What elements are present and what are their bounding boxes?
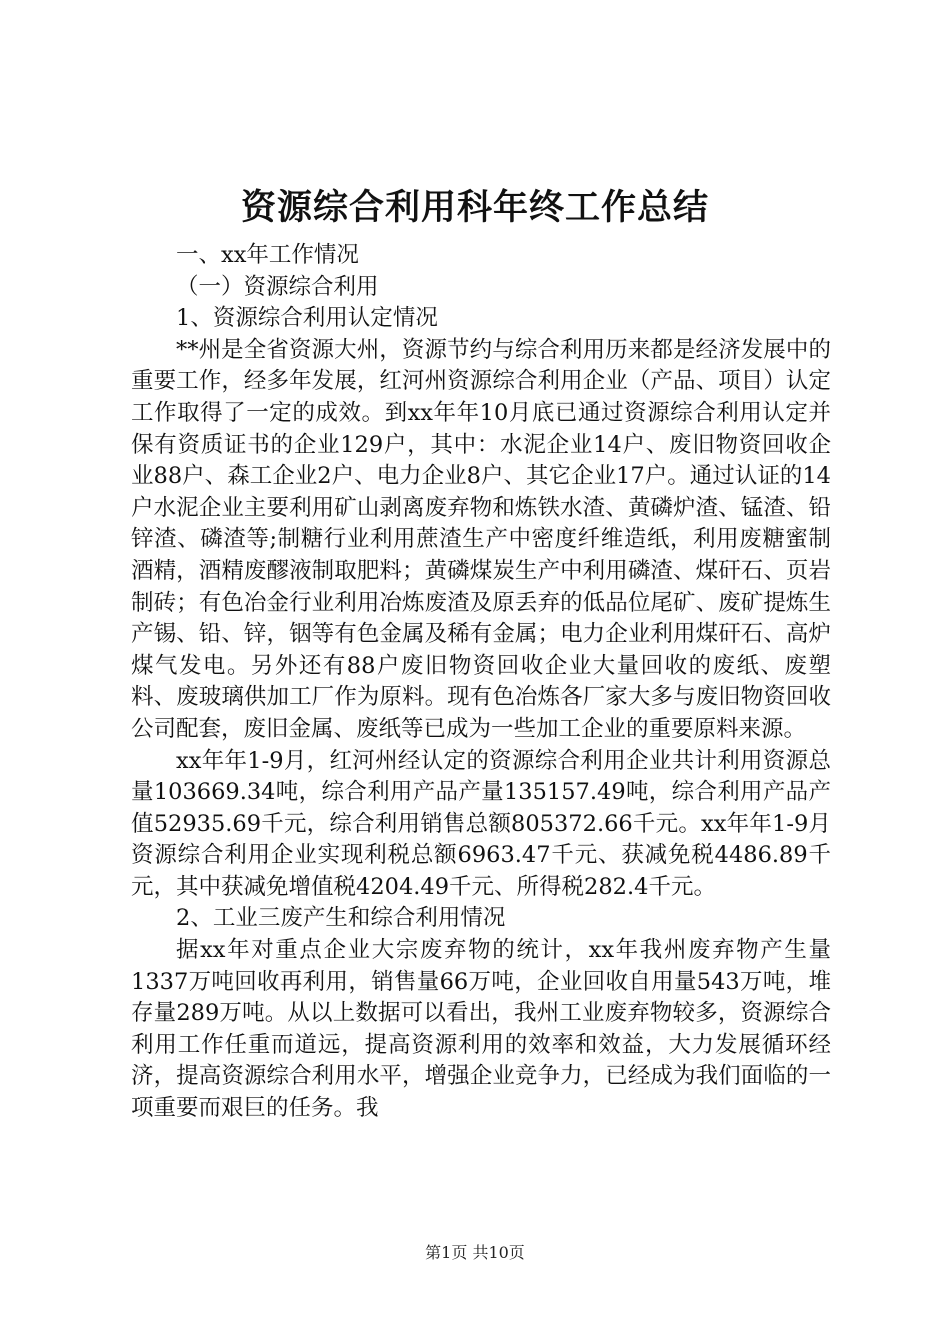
body-paragraph: xx年年1-9月，红河州经认定的资源综合利用企业共计利用资源总量103669.34吨，综合利用产品产量135157.49吨，综合利用产品产值52935.69千元，综合利用销售总额805372.66千元。xx年年1-9月资源综合利用企业实现利税总额6963.47千元、获减免税4486.89千元，其中获减免增值税4204.49千元、所得税282.4千元。: [131, 747, 831, 900]
item-heading: 1、资源综合利用认定情况: [176, 305, 438, 332]
section-heading: 一、xx年工作情况: [176, 242, 359, 268]
page-footer: 第1页 共10页: [425, 1243, 525, 1262]
item-heading: 2、工业三废产生和综合利用情况: [176, 905, 506, 932]
body-paragraph: **州是全省资源大州，资源节约与综合利用历来都是经济发展中的重要工作，经多年发展，红河州资源综合利用企业（产品、项目）认定工作取得了一定的成效。到xx年年10月底已通过资源综合利用认定并保有资质证书的企业129户，其中：水泥企业14户、废旧物资回收企业88户、森工企业2户、电力企业8户、其它企业17户。通过认证的14户水泥企业主要利用矿山剥离废弃物和炼铁水渣、黄磷炉渣、锰渣、铅锌渣、磷渣等;制糖行业利用蔗渣生产中密度纤维造纸，利用废糖蜜制酒精，酒精废醪液制取肥料；黄磷煤炭生产中利用磷渣、煤矸石、页岩制砖；有色冶金行业利用冶炼废渣及原丢弃的低品位尾矿、废矿提炼生产锡、铅、锌，铟等有色金属及稀有金属；电力企业利用煤矸石、高炉煤气发电。另外还有88户废旧物资回收企业大量回收的废纸、废塑料、废玻璃供加工厂作为原料。现有色冶炼各厂家大多与废旧物资回收公司配套，废旧金属、废纸等已成为一些加工企业的重要原料来源。: [131, 336, 831, 742]
document-body: [131, 240, 831, 1125]
subsection-heading: （一）资源综合利用: [176, 273, 379, 300]
document-title: 资源综合利用科年终工作总结: [240, 187, 709, 228]
body-paragraph: 据xx年对重点企业大宗废弃物的统计，xx年我州废弃物产生量1337万吨回收再利用，销售量66万吨，企业回收自用量543万吨，堆存量289万吨。从以上数据可以看出，我州工业废弃物较多，资源综合利用工作任重而道远，提高资源利用的效率和效益，大力发展循环经济，提高资源综合利用水平，增强企业竞争力，已经成为我们面临的一项重要而艰巨的任务。我: [131, 937, 831, 1122]
